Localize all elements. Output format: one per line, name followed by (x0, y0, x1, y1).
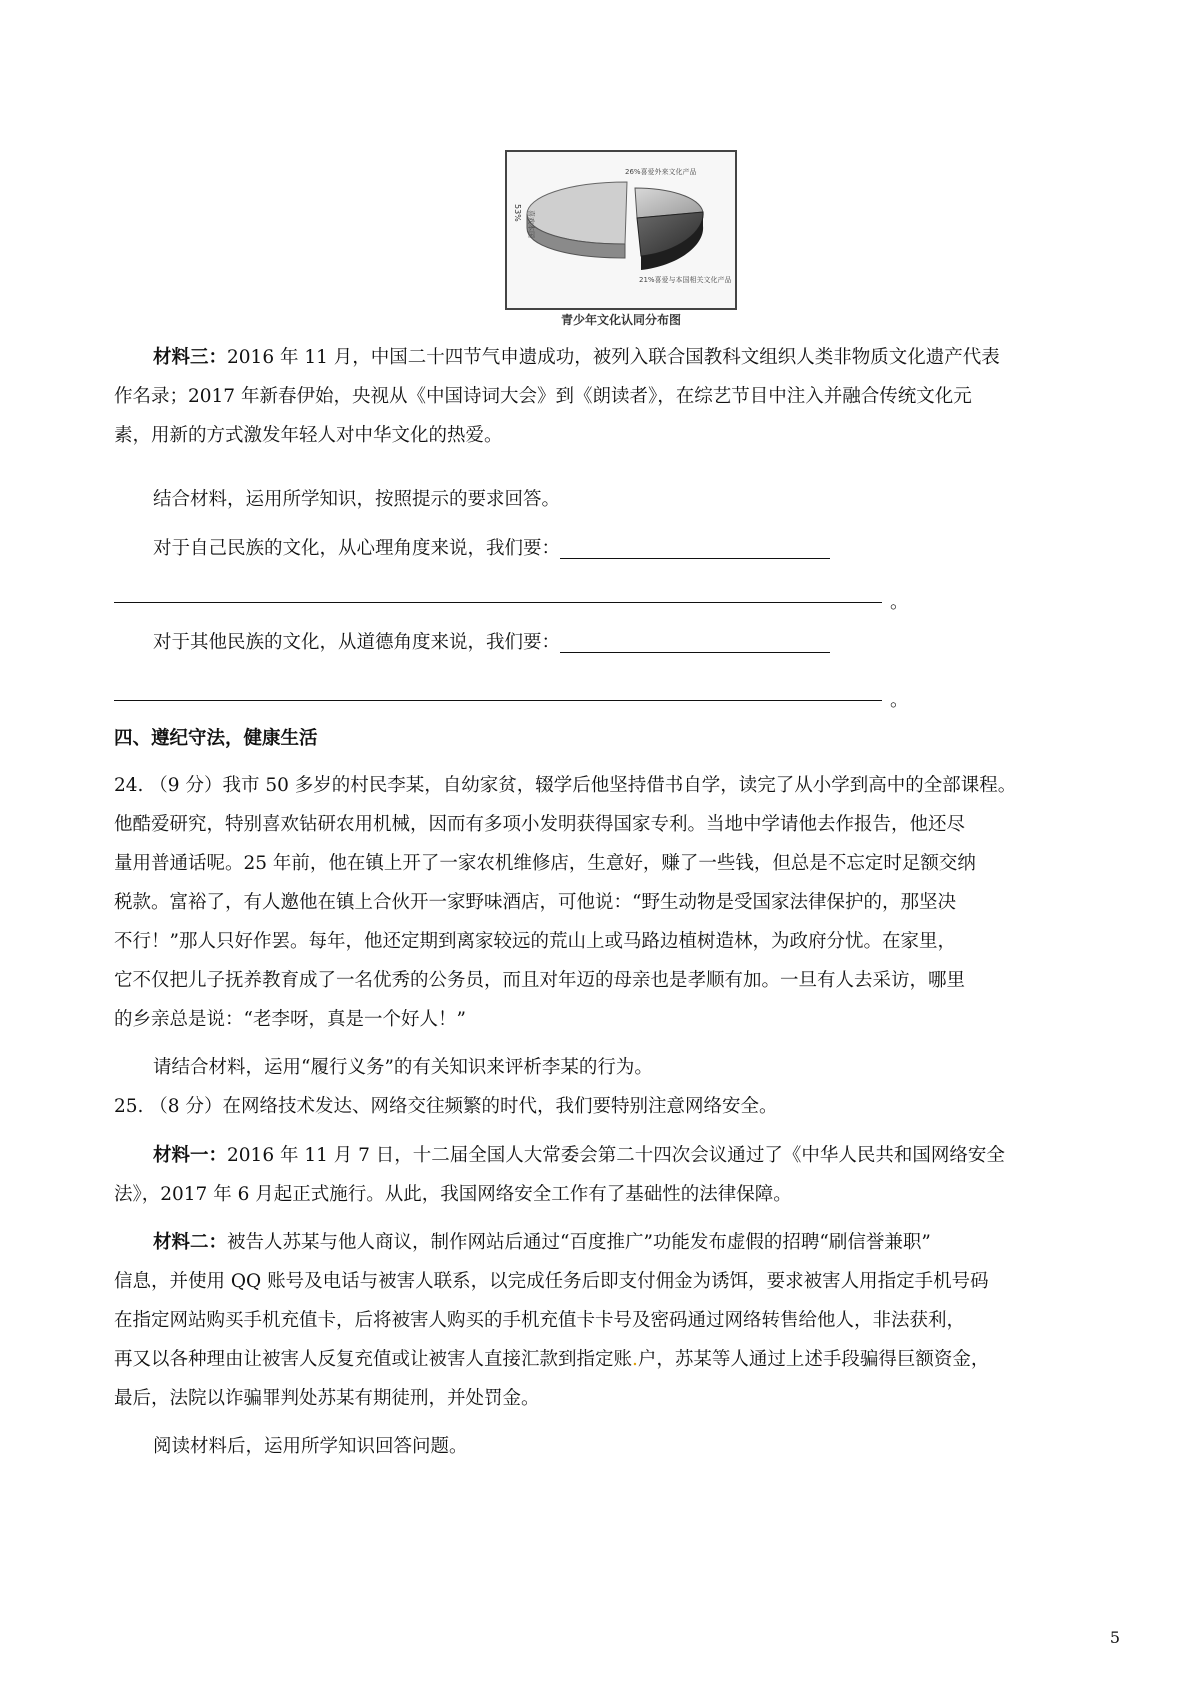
q25-intro: 25. （8 分）在网络技术发达、网络交往频繁的时代，我们要特别注意网络安全。 (114, 1096, 778, 1117)
answer-blank-2a[interactable] (560, 634, 830, 653)
q25-ask: 阅读材料后，运用所学知识回答问题。 (153, 1436, 468, 1457)
q24-line: 量用普通话呢。25 年前，他在镇上开了一家农机维修店，生意好，赚了一些钱，但总是不忘定时足额交纳 (114, 853, 976, 874)
q24-ask: 请结合材料，运用“履行义务”的有关知识来评析李某的行为。 (153, 1057, 653, 1078)
pie-chart-graphic (507, 152, 735, 308)
pie-label-left-text: 喜欢本国 (527, 210, 535, 238)
figure-caption: 青少年文化认同分布图 (560, 313, 681, 327)
q25-material2-text-a: 再又以各种理由让被害人反复充值或让被害人直接汇款到指定账 (114, 1349, 633, 1370)
question-other-culture (153, 630, 830, 656)
answer-blank-2b[interactable] (114, 700, 882, 701)
q25-material2-line: 在指定网站购买手机充值卡，后将被害人购买的手机充值卡卡号及密码通过网络转售给他人，非法获利， (114, 1310, 966, 1331)
q25-material2-line-with-dot (114, 1347, 989, 1373)
pie-chart-figure (505, 150, 737, 310)
q25-material1-label: 材料一： (153, 1145, 228, 1166)
prompt-text: 结合材料，运用所学知识，按照提示的要求回答。 (153, 489, 561, 510)
pie-label-top-right: 26%喜爱外来文化产品 (625, 168, 697, 176)
question-own-culture-text: 对于自己民族的文化，从心理角度来说，我们要： (153, 538, 561, 559)
q24-line: 它不仅把儿子抚养教育成了一名优秀的公务员，而且对年迈的母亲也是孝顺有加。一旦有人去采访，哪里 (114, 970, 966, 991)
answer-blank-1a[interactable] (560, 540, 830, 559)
pie-label-left-pct: 53% (513, 204, 522, 222)
period-1: 。 (890, 592, 909, 613)
q25-material2-text1: 被告人苏某与他人商议，制作网站后通过“百度推广”功能发布虚假的招聘“刷信誉兼职” (227, 1232, 931, 1253)
q25-material2-line: 信息，并使用 QQ 账号及电话与被害人联系，以完成任务后即支付佣金为诱饵，要求被害人用指定手机号码 (114, 1271, 989, 1292)
pie-label-bottom-right: 21%喜爱与本国相关文化产品 (639, 276, 732, 284)
question-own-culture (153, 536, 830, 562)
material3-line3: 素，用新的方式激发年轻人对中华文化的热爱。 (114, 425, 503, 446)
q24-line: 的乡亲总是说：“老李呀，真是一个好人！” (114, 1009, 466, 1030)
q25-material1-line2: 法》，2017 年 6 月起正式施行。从此，我国网络安全工作有了基础性的法律保障。 (114, 1184, 792, 1205)
q25-material2-label: 材料二： (153, 1232, 228, 1253)
material3-text1: 2016 年 11 月，中国二十四节气申遗成功，被列入联合国教科文组织人类非物质文化遗产代表 (227, 347, 1000, 368)
q25-material1-line1 (153, 1143, 1005, 1169)
q24-line: 他酷爱研究，特别喜欢钻研农用机械，因而有多项小发明获得国家专利。当地中学请他去作报告，他还尽 (114, 814, 966, 835)
q24-line: 不行！”那人只好作罢。每年，他还定期到离家较远的荒山上或马路边植树造林，为政府分忧。在家里， (114, 931, 956, 952)
material3-label: 材料三： (153, 347, 228, 368)
q24-line: 税款。富裕了，有人邀他在镇上合伙开一家野味酒店，可他说：“野生动物是受国家法律保护的，那坚决 (114, 892, 956, 913)
page-number: 5 (1109, 1628, 1120, 1647)
material3-line1 (153, 345, 1000, 371)
q25-material2-text-b: 户，苏某等人通过上述手段骗得巨额资金， (637, 1349, 990, 1370)
q25-material1-text1: 2016 年 11 月 7 日，十二届全国人大常委会第二十四次会议通过了《中华人民共和国网络安全 (227, 1145, 1005, 1166)
section-heading-4: 四、遵纪守法，健康生活 (114, 728, 318, 749)
period-2: 。 (890, 690, 909, 711)
q25-material2-line1 (153, 1230, 931, 1256)
q25-material2-last: 最后，法院以诈骗罪判处苏某有期徒刑，并处罚金。 (114, 1388, 540, 1409)
highlight-dot: . (632, 1349, 638, 1370)
q24-line: 24. （9 分）我市 50 多岁的村民李某，自幼家贫，辍学后他坚持借书自学，读完了从小学到高中的全部课程。 (114, 775, 1017, 796)
material3-line2: 作名录；2017 年新春伊始，央视从《中国诗词大会》到《朗读者》，在综艺节目中注入并融合传统文化元 (114, 386, 972, 407)
question-other-culture-text: 对于其他民族的文化，从道德角度来说，我们要： (153, 632, 561, 653)
answer-blank-1b[interactable] (114, 602, 882, 603)
